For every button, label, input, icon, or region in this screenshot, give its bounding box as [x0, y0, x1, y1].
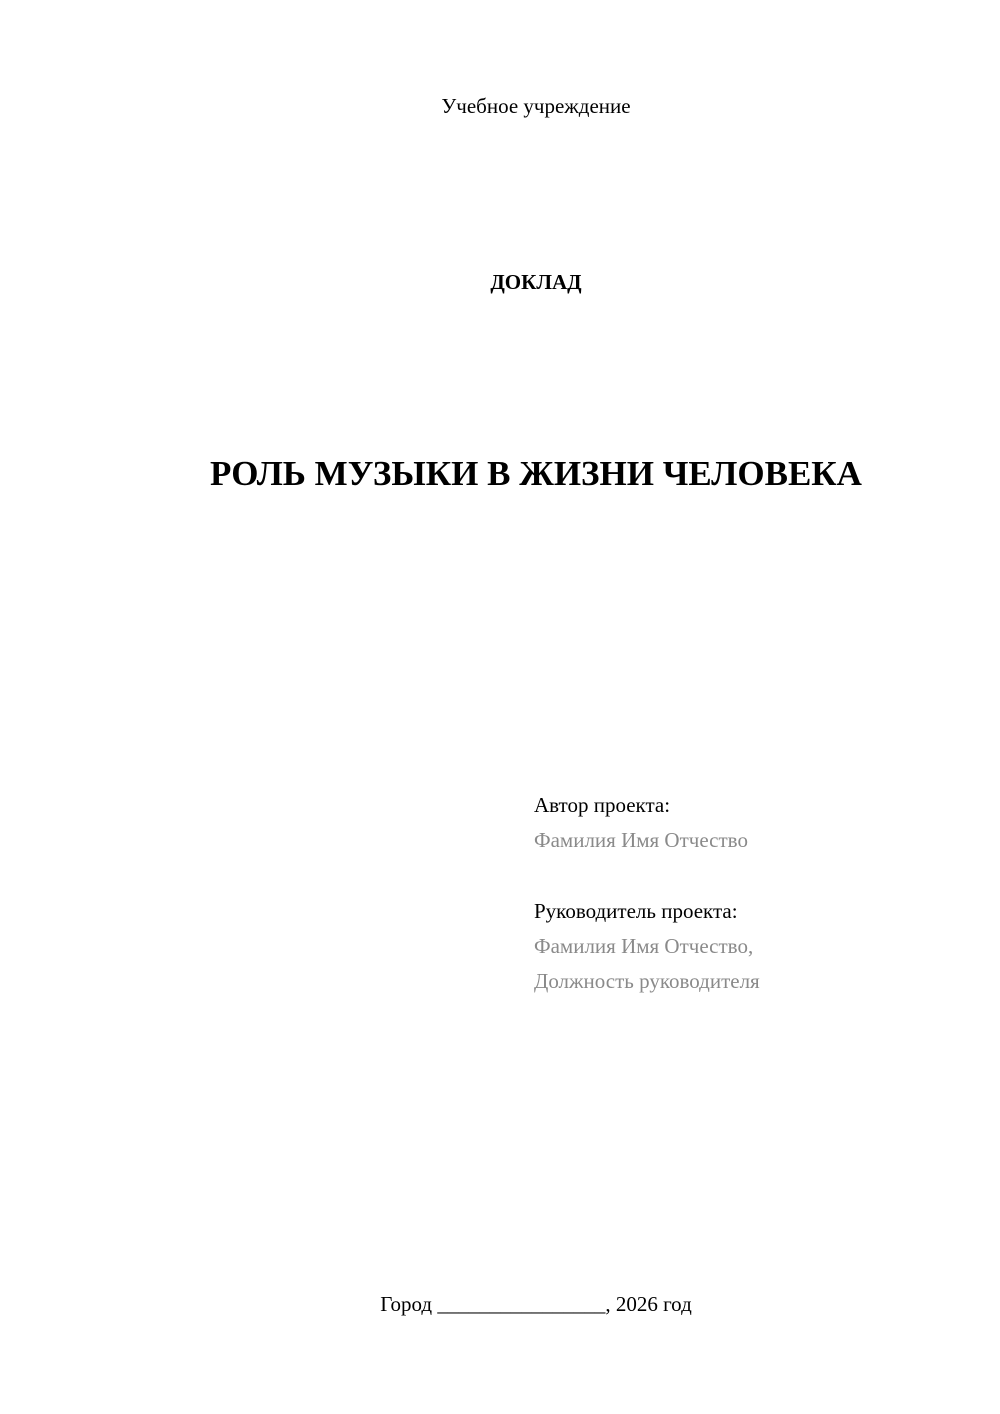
credits-spacer — [534, 858, 974, 894]
document-title: РОЛЬ МУЗЫКИ В ЖИЗНИ ЧЕЛОВЕКА — [210, 454, 862, 493]
supervisor-position: Должность руководителя — [534, 969, 760, 993]
institution-name: Учебное учреждение — [441, 94, 631, 118]
city-year-line: Город ________________, 2026 год — [380, 1292, 692, 1316]
credits-block — [534, 788, 974, 999]
author-label: Автор проекта: — [534, 793, 671, 817]
author-name: Фамилия Имя Отчество — [534, 828, 748, 852]
supervisor-label: Руководитель проекта: — [534, 899, 738, 923]
supervisor-name: Фамилия Имя Отчество, — [534, 934, 754, 958]
document-type: ДОКЛАД — [490, 270, 582, 294]
